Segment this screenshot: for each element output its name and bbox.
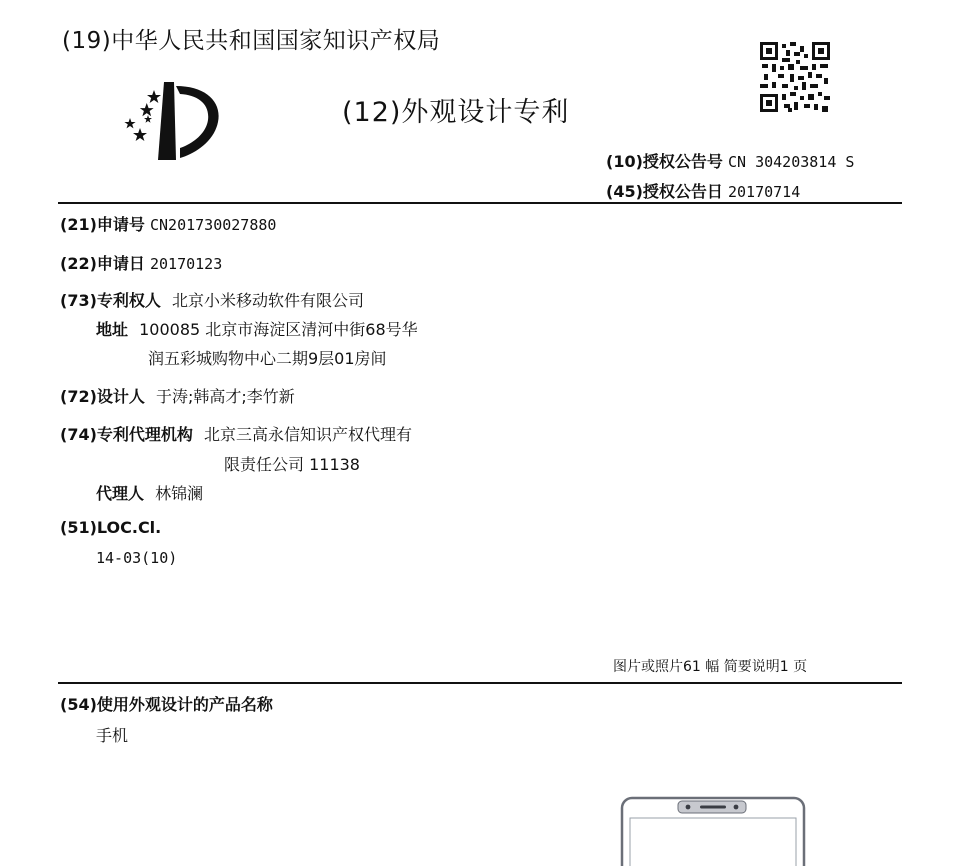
address-label: 地址	[96, 320, 129, 339]
address-line1: 100085 北京市海淀区清河中街68号华	[139, 320, 418, 339]
publication-number-value: CN 304203814 S	[728, 153, 855, 171]
agency-line2: 限责任公司 11138	[224, 455, 360, 474]
agency-row	[60, 422, 412, 445]
product-divider	[58, 682, 902, 684]
agent-row	[96, 481, 203, 504]
application-date-row	[60, 251, 222, 274]
publication-date-row	[606, 179, 800, 202]
designers-label: (72)设计人	[60, 387, 145, 406]
product-name-value: 手机	[96, 726, 129, 745]
loc-class-value: 14-03(10)	[96, 549, 178, 567]
issuing-office: (19)中华人民共和国国家知识产权局	[62, 28, 441, 54]
designers-row	[60, 384, 295, 407]
publication-number-label: (10)授权公告号	[606, 152, 723, 171]
agent-value: 林锦澜	[155, 484, 204, 503]
agent-label: 代理人	[96, 484, 145, 503]
application-number-row	[60, 212, 276, 235]
publication-date-value: 20170714	[728, 183, 801, 201]
patentee-value: 北京小米移动软件有限公司	[172, 291, 365, 310]
publication-number-row	[606, 149, 854, 172]
address-line2: 润五彩城购物中心二期9层01房间	[148, 349, 387, 368]
header-divider	[58, 202, 902, 204]
application-date-value: 20170123	[150, 255, 223, 273]
cnipa-emblem-logo	[118, 80, 228, 162]
loc-class-label: (51)LOC.Cl.	[60, 518, 162, 537]
application-date-label: (22)申请日	[60, 254, 145, 273]
application-number-label: (21)申请号	[60, 215, 145, 234]
designers-value: 于涛;韩高才;李竹新	[156, 387, 295, 406]
address-row	[96, 317, 418, 340]
application-number-value: CN201730027880	[150, 216, 277, 234]
product-name-label: (54)使用外观设计的产品名称	[60, 695, 273, 714]
figure-count: 图片或照片61 幅 简要说明1 页	[613, 659, 808, 675]
publication-date-label: (45)授权公告日	[606, 182, 723, 201]
qr-code	[760, 42, 830, 112]
patentee-label: (73)专利权人	[60, 291, 161, 310]
document-type-title: (12)外观设计专利	[342, 97, 570, 128]
patentee-row	[60, 288, 364, 311]
agency-line1: 北京三高永信知识产权代理有	[204, 425, 413, 444]
phone-design-drawing	[620, 796, 806, 866]
agency-label: (74)专利代理机构	[60, 425, 193, 444]
